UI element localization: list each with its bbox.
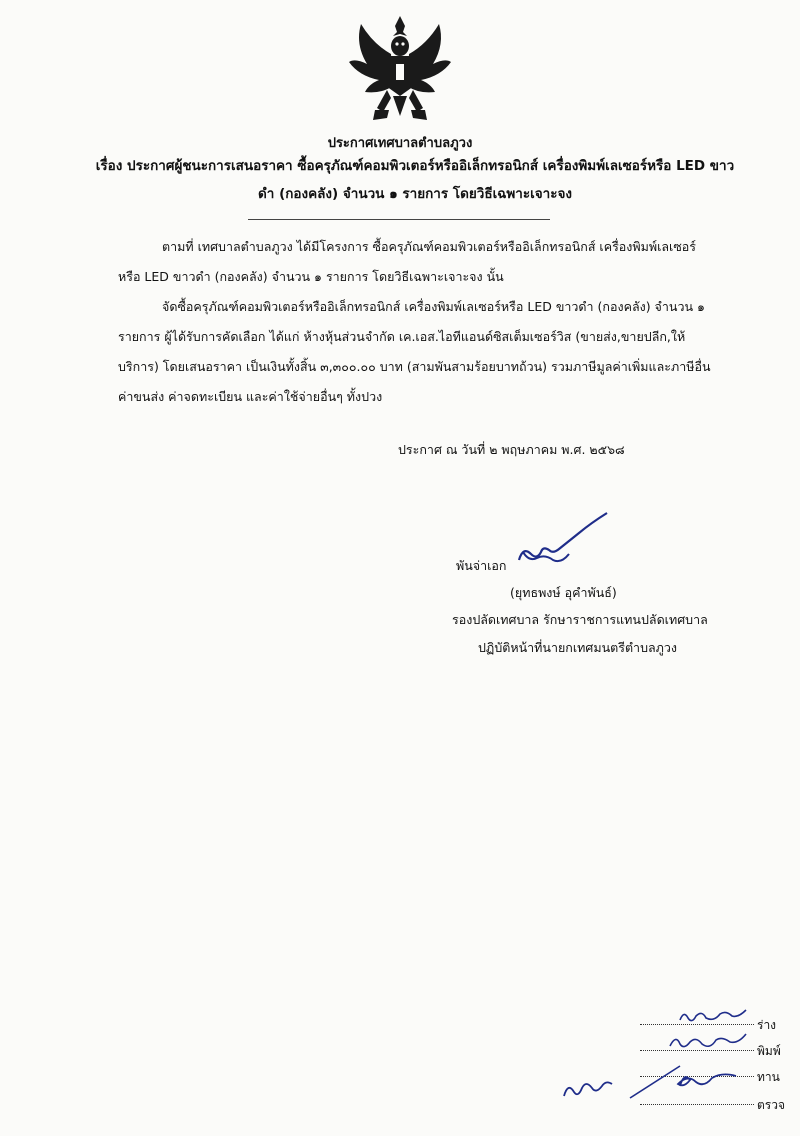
signer-rank: พันจ่าเอก xyxy=(456,558,507,573)
typed-initials-icon xyxy=(666,1032,750,1054)
signer-position-1: รองปลัดเทศบาล รักษาราชการแทนปลัดเทศบาล xyxy=(452,612,708,627)
subject-line-2: ดำ (กองคลัง) จำนวน ๑ รายการ โดยวิธีเฉพาะเจาะจง xyxy=(258,186,572,202)
check-label: ตรวจ xyxy=(757,1098,786,1112)
paragraph-1: ตามที่ เทศบาลตำบลภูวง ได้มีโครงการ ซื้อครุภัณฑ์คอมพิวเตอร์หรืออิเล็กทรอนิกส์ เครื่องพิมพ์เลเซอร์หรือ LED ขาวดำ (กองคลัง) จำนวน ๑ รายการ โดยวิธีเฉพาะเจาะจง นั้น xyxy=(118,239,697,284)
review-initials-icon xyxy=(560,1056,750,1106)
signer-name: (ยุทธพงษ์ อุคำพันธ์) xyxy=(510,585,617,600)
garuda-emblem-icon xyxy=(345,12,455,124)
subject-heading xyxy=(90,152,740,208)
announcement-date: ประกาศ ณ วันที่ ๒ พฤษภาคม พ.ศ. ๒๕๖๘ xyxy=(398,442,625,457)
subject-line-1: เรื่อง ประกาศผู้ชนะการเสนอราคา ซื้อครุภัณฑ์คอมพิวเตอร์หรืออิเล็กทรอนิกส์ เครื่องพิมพ์เลเซอร์หรือ LED ขาว xyxy=(95,158,735,174)
organization-title: ประกาศเทศบาลตำบลภูวง xyxy=(327,136,473,151)
signature-mark-icon xyxy=(505,512,615,582)
review-label: ทาน xyxy=(757,1070,780,1084)
typed-label: พิมพ์ xyxy=(757,1044,781,1058)
signer-position-2: ปฏิบัติหน้าที่นายกเทศมนตรีตำบลภูวง xyxy=(478,640,678,655)
draft-initials-icon xyxy=(676,1006,756,1026)
draft-label: ร่าง xyxy=(757,1018,777,1032)
heading-divider xyxy=(248,219,550,220)
announcement-body xyxy=(118,232,714,412)
paragraph-2: จัดซื้อครุภัณฑ์คอมพิวเตอร์หรืออิเล็กทรอนิกส์ เครื่องพิมพ์เลเซอร์หรือ LED ขาวดำ (กองคลัง) จำนวน ๑ รายการ ผู้ได้รับการคัดเลือก ได้แก่ ห้างหุ้นส่วนจำกัด เค.เอส.ไอทีแอนด์ซิสเต็มเซอร์วิส (ขายส่ง,ขายปลีก,ให้บริการ) โดยเสนอราคา เป็นเงินทั้งสิ้น ๓,๓๐๐.๐๐ บาท (สามพันสามร้อยบาทถ้วน) รวมภาษีมูลค่าเพิ่มและภาษีอื่น ค่าขนส่ง ค่าจดทะเบียน และค่าใช้จ่ายอื่นๆ ทั้งปวง xyxy=(118,299,711,404)
